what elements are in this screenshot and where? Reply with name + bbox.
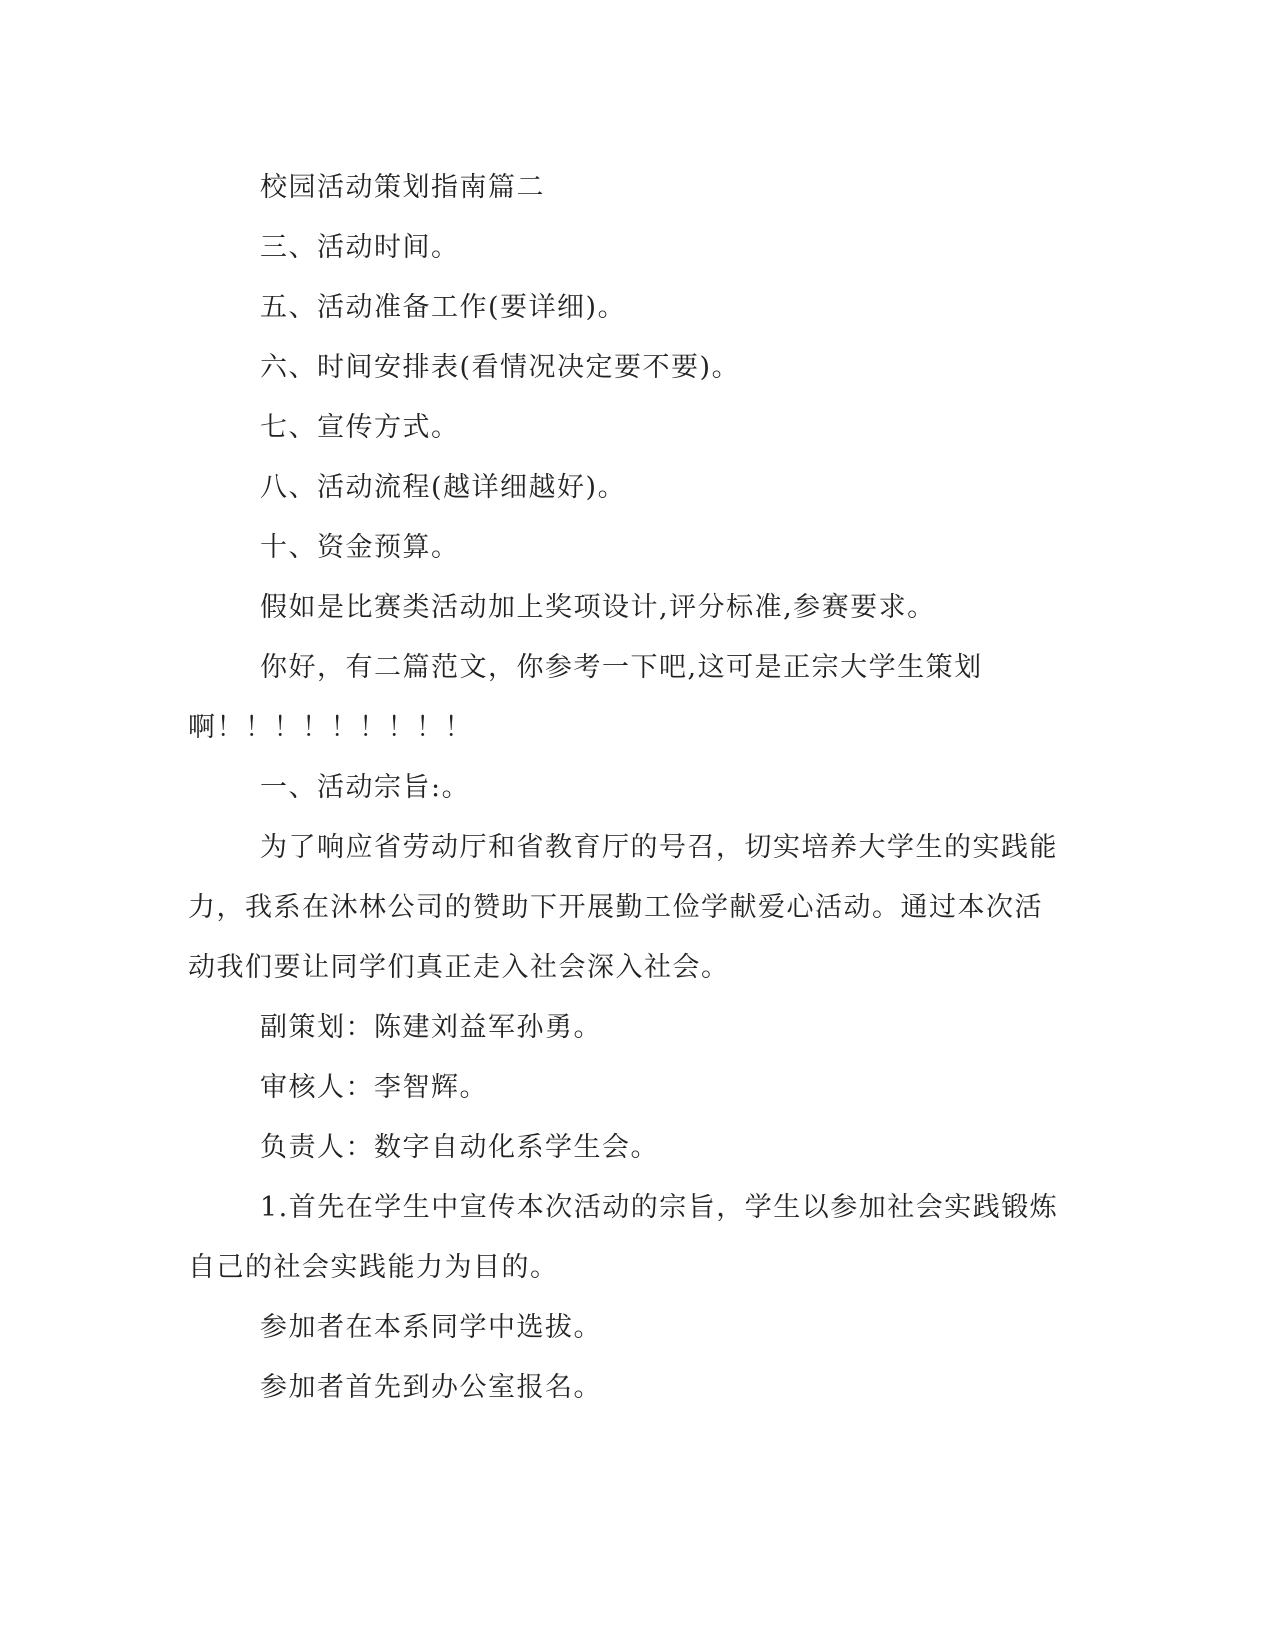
paragraph: 六、时间安排表(看情况决定要不要)。 — [260, 352, 741, 383]
paragraph: 一、活动宗旨:。 — [260, 772, 471, 803]
paragraph: 假如是比赛类活动加上奖项设计,评分标准,参赛要求。 — [260, 592, 936, 623]
paragraph: 八、活动流程(越详细越好)。 — [260, 472, 627, 503]
paragraph: 为了响应省劳动厅和省教育厅的号召，切实培养大学生的实践能力，我系在沐林公司的赞助下开展勤工俭学献爱心活动。通过本次活动我们要让同学们真正走入社会深入社会。 — [188, 832, 1058, 983]
paragraph: 参加者首先到办公室报名。 — [260, 1372, 602, 1403]
paragraph: 五、活动准备工作(要详细)。 — [260, 292, 627, 323]
paragraph: 审核人：李智辉。 — [260, 1072, 488, 1103]
paragraph: 七、宣传方式。 — [260, 412, 460, 443]
document-body — [188, 158, 1068, 1418]
paragraph: 副策划：陈建刘益军孙勇。 — [260, 1012, 602, 1043]
paragraph: 三、活动时间。 — [260, 232, 460, 263]
paragraph: 十、资金预算。 — [260, 532, 460, 563]
doc-title: 校园活动策划指南篇二 — [260, 172, 545, 203]
paragraph: 参加者在本系同学中选拔。 — [260, 1312, 602, 1343]
paragraph: 负责人：数字自动化系学生会。 — [260, 1132, 659, 1163]
paragraph: 1.首先在学生中宣传本次活动的宗旨，学生以参加社会实践锻炼自己的社会实践能力为目的。 — [188, 1192, 1059, 1283]
paragraph: 你好，有二篇范文，你参考一下吧,这可是正宗大学生策划啊！！！！！！！！！ — [188, 652, 983, 743]
